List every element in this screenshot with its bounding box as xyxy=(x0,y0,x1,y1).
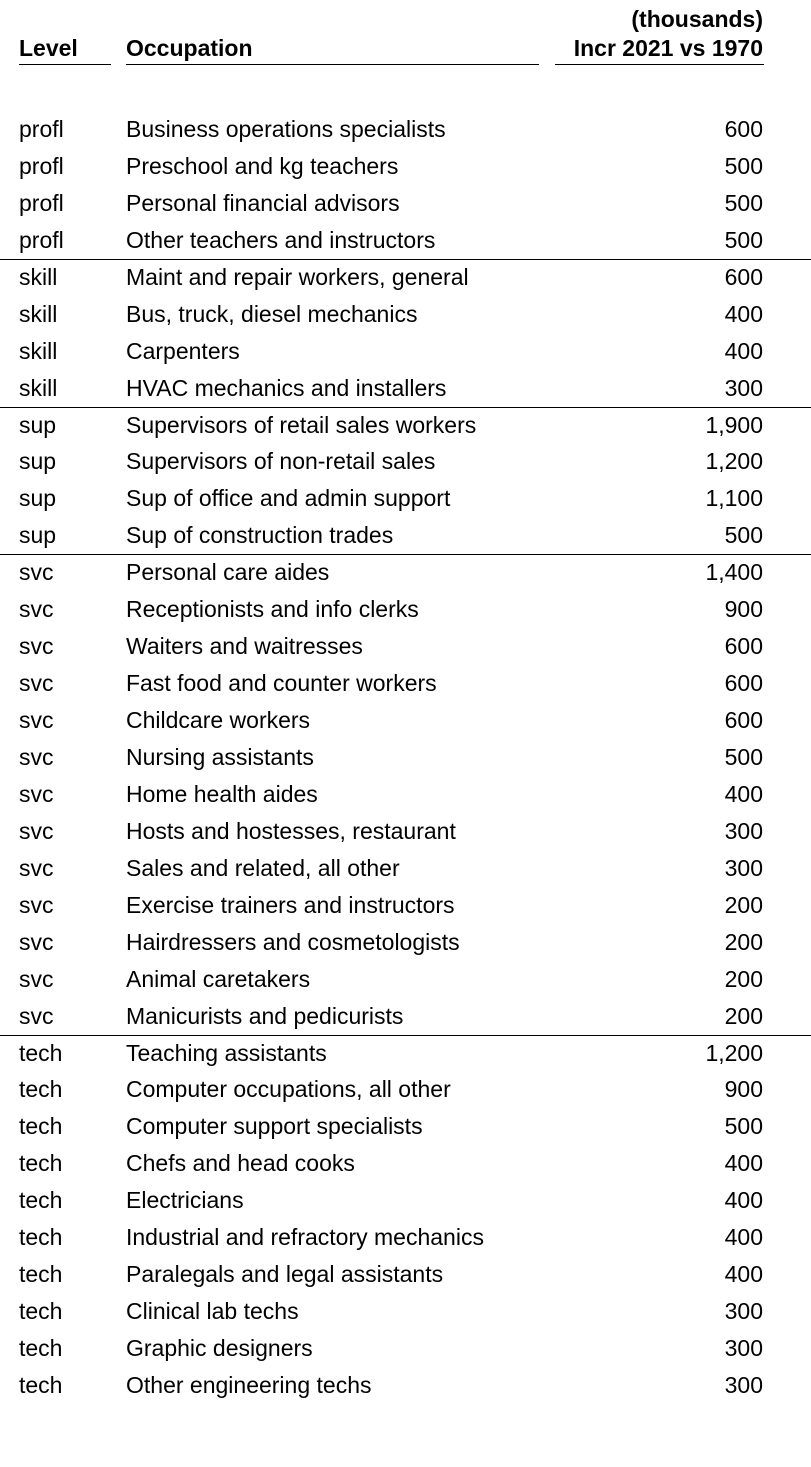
level-cell: tech xyxy=(19,1298,63,1324)
occupation-column-header: Occupation xyxy=(126,35,253,61)
increase-value-cell: 1,100 xyxy=(705,485,763,511)
increase-header-underline xyxy=(555,64,764,65)
occupation-cell: Computer support specialists xyxy=(126,1113,423,1139)
occupation-cell: Hosts and hostesses, restaurant xyxy=(126,817,456,844)
occupation-cell: Maint and repair workers, general xyxy=(126,264,469,290)
increase-value-cell: 400 xyxy=(724,300,763,327)
table-row xyxy=(0,1367,811,1404)
increase-value-cell: 1,400 xyxy=(705,559,763,585)
table-row xyxy=(0,185,811,222)
occupation-cell: Electricians xyxy=(126,1187,244,1213)
table-row xyxy=(0,1071,811,1108)
table-row xyxy=(0,517,811,554)
increase-value-cell: 500 xyxy=(724,153,763,179)
level-cell: tech xyxy=(19,1076,63,1102)
increase-value-cell: 400 xyxy=(724,1224,763,1250)
increase-value-cell: 600 xyxy=(724,706,763,733)
level-cell: svc xyxy=(19,743,54,770)
level-cell: skill xyxy=(19,264,58,290)
table-row xyxy=(0,259,811,296)
level-cell: tech xyxy=(19,1039,63,1066)
increase-value-cell: 600 xyxy=(724,632,763,659)
occupation-cell: Clinical lab techs xyxy=(126,1298,299,1324)
increase-value-cell: 600 xyxy=(724,116,763,142)
occupation-cell: Other teachers and instructors xyxy=(126,227,436,253)
level-cell: profl xyxy=(19,190,64,216)
table-row xyxy=(0,443,811,480)
table-row xyxy=(0,591,811,628)
table-body xyxy=(0,111,811,1404)
table-row xyxy=(0,1108,811,1145)
increase-column-header: Incr 2021 vs 1970 xyxy=(573,35,763,61)
occupation-cell: Childcare workers xyxy=(126,706,311,733)
increase-value-cell: 1,200 xyxy=(705,1039,763,1066)
increase-value-cell: 200 xyxy=(724,928,763,955)
table-row xyxy=(0,1145,811,1182)
table-row xyxy=(0,1330,811,1367)
occupation-cell: Sup of office and admin support xyxy=(126,485,451,511)
table-row xyxy=(0,370,811,407)
occupation-cell: Industrial and refractory mechanics xyxy=(126,1224,484,1250)
occupation-cell: Bus, truck, diesel mechanics xyxy=(126,300,418,327)
increase-value-cell: 400 xyxy=(724,337,763,364)
increase-value-cell: 200 xyxy=(724,1002,763,1029)
occupation-cell: Chefs and head cooks xyxy=(126,1150,355,1176)
occupation-cell: Paralegals and legal assistants xyxy=(126,1261,444,1287)
level-cell: profl xyxy=(19,227,64,253)
increase-value-cell: 600 xyxy=(724,669,763,696)
occupation-cell: Personal care aides xyxy=(126,559,330,585)
level-cell: sup xyxy=(19,411,57,438)
occupation-cell: Nursing assistants xyxy=(126,743,314,770)
table-row xyxy=(0,813,811,850)
level-cell: svc xyxy=(19,891,54,918)
level-cell: tech xyxy=(19,1113,63,1139)
table-row xyxy=(0,296,811,333)
occupation-cell: Carpenters xyxy=(126,337,240,364)
level-cell: svc xyxy=(19,817,54,844)
increase-value-cell: 300 xyxy=(724,374,763,401)
level-cell: profl xyxy=(19,116,64,142)
level-cell: tech xyxy=(19,1150,63,1176)
table-row xyxy=(0,333,811,370)
level-cell: svc xyxy=(19,632,54,659)
increase-value-cell: 400 xyxy=(724,1150,763,1176)
increase-value-cell: 1,900 xyxy=(705,411,763,438)
table-row xyxy=(0,480,811,517)
level-cell: svc xyxy=(19,669,54,696)
level-cell: skill xyxy=(19,337,58,364)
level-cell: svc xyxy=(19,965,54,992)
level-cell: sup xyxy=(19,522,57,548)
increase-value-cell: 200 xyxy=(724,965,763,992)
level-cell: svc xyxy=(19,854,54,881)
table-row xyxy=(0,776,811,813)
table-row xyxy=(0,111,811,148)
table-row xyxy=(0,961,811,998)
increase-value-cell: 200 xyxy=(724,891,763,918)
level-cell: svc xyxy=(19,595,54,622)
level-cell: sup xyxy=(19,448,57,474)
occupation-cell: Hairdressers and cosmetologists xyxy=(126,928,460,955)
table-row xyxy=(0,1182,811,1219)
level-cell: svc xyxy=(19,780,54,807)
table-row xyxy=(0,1219,811,1256)
table-row xyxy=(0,739,811,776)
level-header-underline xyxy=(19,64,111,65)
increase-value-cell: 400 xyxy=(724,1187,763,1213)
level-cell: profl xyxy=(19,153,64,179)
increase-value-cell: 400 xyxy=(724,1261,763,1287)
level-column-header: Level xyxy=(19,35,78,61)
table-row xyxy=(0,1256,811,1293)
level-cell: tech xyxy=(19,1335,63,1361)
occupation-cell: HVAC mechanics and installers xyxy=(126,374,447,401)
increase-value-cell: 500 xyxy=(724,522,763,548)
occupation-cell: Exercise trainers and instructors xyxy=(126,891,455,918)
table-row xyxy=(0,1035,811,1072)
occupation-cell: Preschool and kg teachers xyxy=(126,153,399,179)
level-cell: tech xyxy=(19,1372,63,1398)
increase-value-cell: 300 xyxy=(724,1298,763,1324)
increase-value-cell: 900 xyxy=(724,595,763,622)
occupation-cell: Other engineering techs xyxy=(126,1372,372,1398)
level-cell: skill xyxy=(19,300,58,327)
occupation-cell: Home health aides xyxy=(126,780,318,807)
level-cell: svc xyxy=(19,928,54,955)
occupation-cell: Waiters and waitresses xyxy=(126,632,363,659)
increase-value-cell: 300 xyxy=(724,854,763,881)
level-cell: skill xyxy=(19,374,58,401)
level-cell: sup xyxy=(19,485,57,511)
occupation-cell: Personal financial advisors xyxy=(126,190,400,216)
occupation-header-underline xyxy=(126,64,539,65)
occupation-cell: Animal caretakers xyxy=(126,965,311,992)
occupation-cell: Teaching assistants xyxy=(126,1039,327,1066)
increase-value-cell: 1,200 xyxy=(705,448,763,474)
table-row xyxy=(0,554,811,591)
increase-value-cell: 500 xyxy=(724,190,763,216)
increase-value-cell: 300 xyxy=(724,1372,763,1398)
increase-value-cell: 600 xyxy=(724,264,763,290)
increase-value-cell: 300 xyxy=(724,1335,763,1361)
occupation-cell: Manicurists and pedicurists xyxy=(126,1002,404,1029)
occupation-cell: Fast food and counter workers xyxy=(126,669,437,696)
increase-value-cell: 900 xyxy=(724,1076,763,1102)
table-row xyxy=(0,1293,811,1330)
occupation-cell: Supervisors of non-retail sales xyxy=(126,448,436,474)
increase-value-cell: 300 xyxy=(724,817,763,844)
table-row xyxy=(0,222,811,259)
occupation-cell: Business operations specialists xyxy=(126,116,446,142)
occupation-cell: Computer occupations, all other xyxy=(126,1076,451,1102)
table-row xyxy=(0,628,811,665)
occupation-cell: Sup of construction trades xyxy=(126,522,394,548)
occupation-cell: Receptionists and info clerks xyxy=(126,595,419,622)
increase-value-cell: 500 xyxy=(724,1113,763,1139)
table-row xyxy=(0,702,811,739)
table-row xyxy=(0,407,811,444)
level-cell: tech xyxy=(19,1224,63,1250)
level-cell: svc xyxy=(19,1002,54,1029)
table-row xyxy=(0,924,811,961)
occupation-cell: Supervisors of retail sales workers xyxy=(126,411,477,438)
table-row xyxy=(0,850,811,887)
level-cell: tech xyxy=(19,1187,63,1213)
table-row xyxy=(0,148,811,185)
table-row xyxy=(0,887,811,924)
occupation-cell: Graphic designers xyxy=(126,1335,313,1361)
increase-value-cell: 500 xyxy=(724,227,763,253)
increase-value-cell: 500 xyxy=(724,743,763,770)
occupation-cell: Sales and related, all other xyxy=(126,854,400,881)
increase-value-cell: 400 xyxy=(724,780,763,807)
table-row xyxy=(0,665,811,702)
table-header xyxy=(0,0,811,70)
level-cell: svc xyxy=(19,559,54,585)
table-row xyxy=(0,998,811,1035)
level-cell: tech xyxy=(19,1261,63,1287)
level-cell: svc xyxy=(19,706,54,733)
units-label: (thousands) xyxy=(631,6,763,32)
